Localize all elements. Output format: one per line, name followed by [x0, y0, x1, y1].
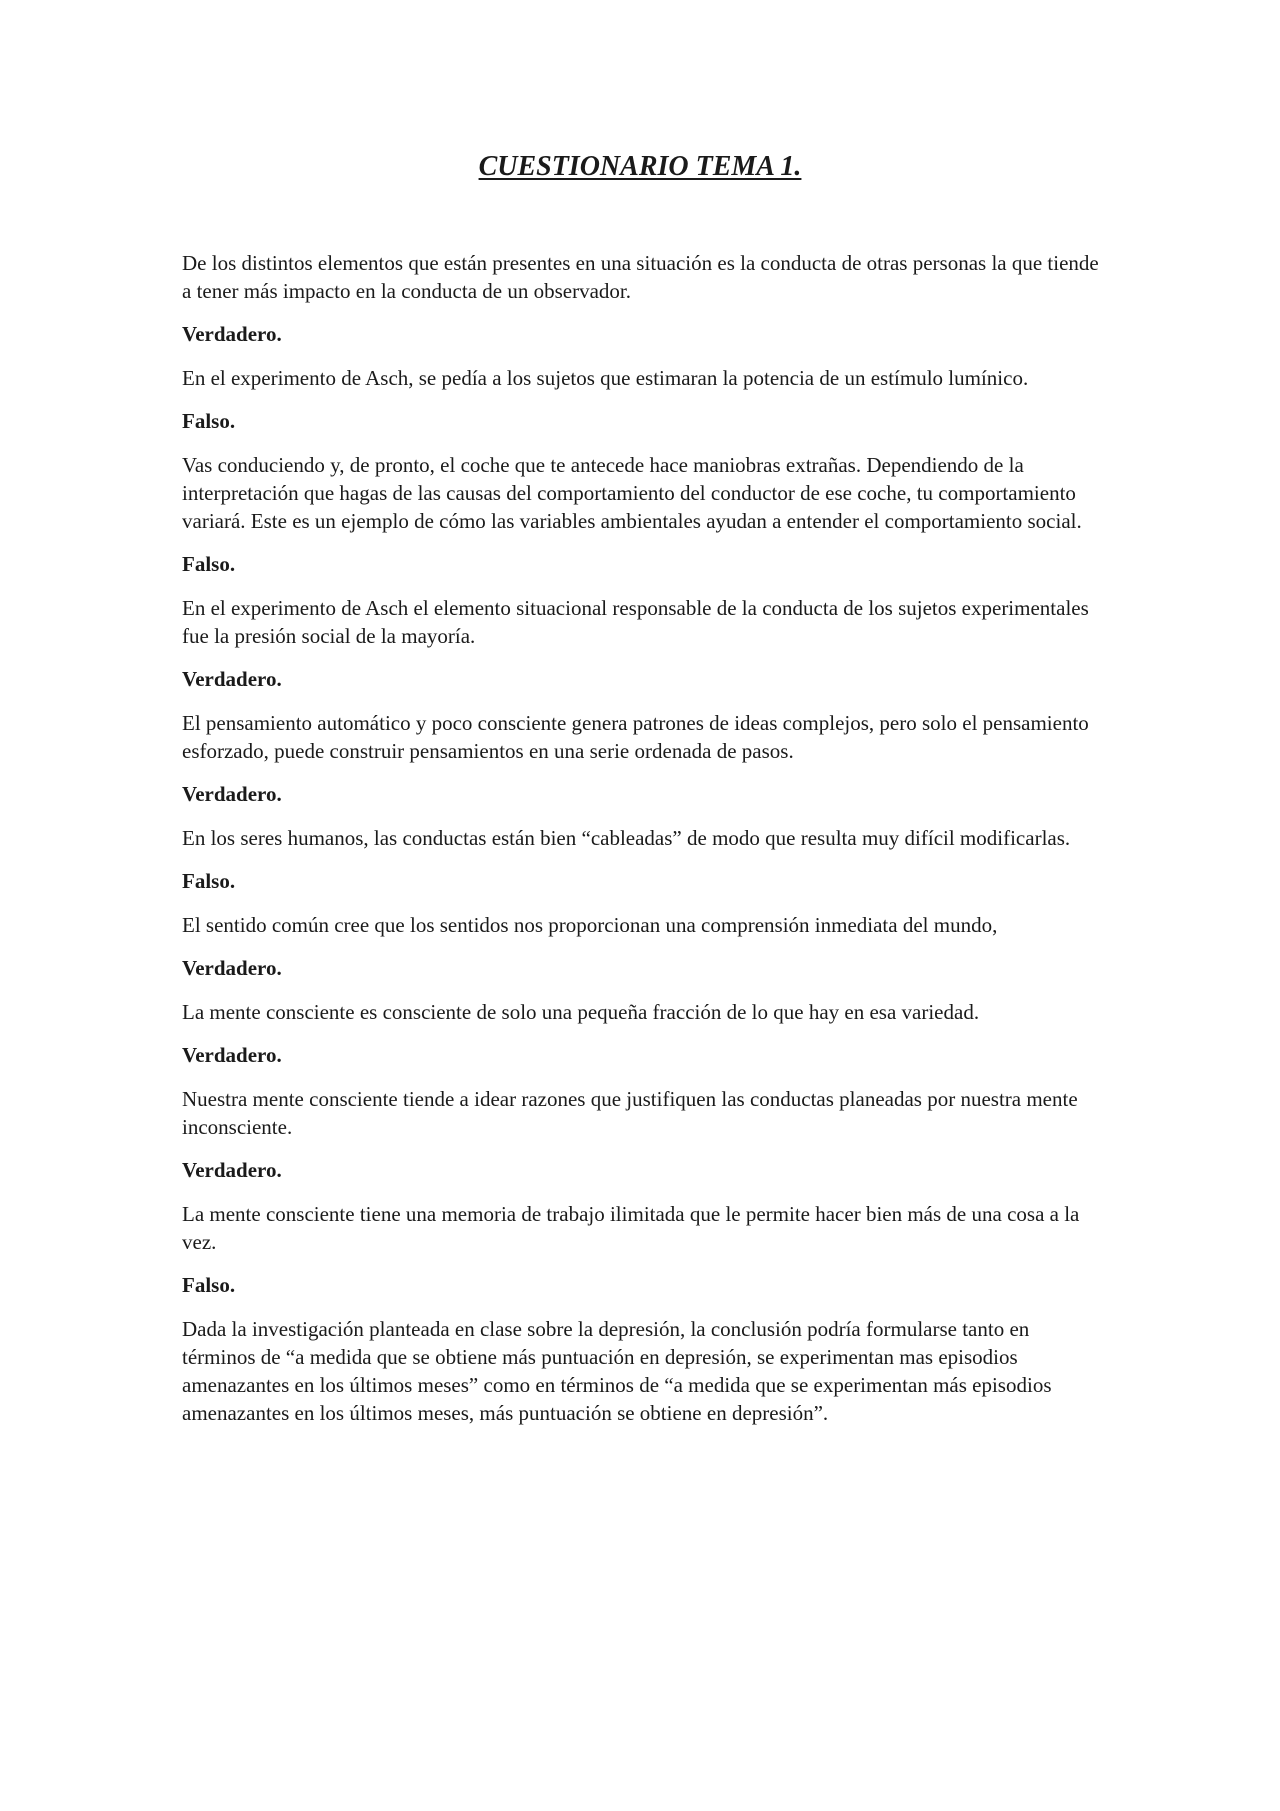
- question-text: En el experimento de Asch, se pedía a los sujetos que estimaran la potencia de un estímulo lumínico.: [182, 366, 1029, 390]
- qa-item-4: [182, 594, 1102, 693]
- qa-item-6: [182, 824, 1102, 895]
- answer-text: Falso.: [182, 552, 236, 576]
- qa-item-2: [182, 364, 1102, 435]
- qa-item-1: [182, 249, 1102, 348]
- answer-text: Verdadero.: [182, 782, 282, 806]
- answer-text: Verdadero.: [182, 956, 282, 980]
- question-text: La mente consciente es consciente de solo una pequeña fracción de lo que hay en esa variedad.: [182, 1000, 980, 1024]
- question-text: En el experimento de Asch el elemento situacional responsable de la conducta de los sujetos experimentales fue la presión social de la mayoría.: [182, 596, 1089, 648]
- answer-text: Verdadero.: [182, 667, 282, 691]
- answer-text: Verdadero.: [182, 1158, 282, 1182]
- question-text: Nuestra mente consciente tiende a idear razones que justifiquen las conductas planeadas por nuestra mente inconsciente.: [182, 1087, 1078, 1139]
- qa-item-8: [182, 998, 1102, 1069]
- qa-item-10: [182, 1200, 1102, 1299]
- question-text: En los seres humanos, las conductas están bien “cableadas” de modo que resulta muy difícil modificarlas.: [182, 826, 1071, 850]
- answer-text: Falso.: [182, 409, 236, 433]
- qa-item-7: [182, 911, 1102, 982]
- page-title: CUESTIONARIO TEMA 1.: [478, 151, 802, 182]
- question-text: La mente consciente tiene una memoria de trabajo ilimitada que le permite hacer bien más de una cosa a la vez.: [182, 1202, 1080, 1254]
- question-text: Vas conduciendo y, de pronto, el coche que te antecede hace maniobras extrañas. Dependiendo de la interpretación que hagas de las causas del comportamiento del conductor de ese coche, tu comportamiento variará. Este es un ejemplo de cómo las variables ambientales ayudan a entender el comportamiento social.: [182, 453, 1082, 533]
- question-list: [182, 249, 1102, 1427]
- question-text: Dada la investigación planteada en clase sobre la depresión, la conclusión podría formularse tanto en términos de “a medida que se obtiene más puntuación en depresión, se experimentan mas episodios amenazantes en los últimos meses” como en términos de “a medida que se experimentan más episodios amenazantes en los últimos meses, más puntuación se obtiene en depresión”.: [182, 1317, 1052, 1425]
- qa-item-3: [182, 451, 1102, 578]
- qa-item-9: [182, 1085, 1102, 1184]
- question-text: De los distintos elementos que están presentes en una situación es la conducta de otras personas la que tiende a tener más impacto en la conducta de un observador.: [182, 251, 1099, 303]
- qa-item-5: [182, 709, 1102, 808]
- answer-text: Falso.: [182, 1273, 236, 1297]
- answer-text: Verdadero.: [182, 322, 282, 346]
- question-text: El pensamiento automático y poco consciente genera patrones de ideas complejos, pero solo el pensamiento esforzado, puede construir pensamientos en una serie ordenada de pasos.: [182, 711, 1089, 763]
- qa-item-11: [182, 1315, 1102, 1427]
- answer-text: Verdadero.: [182, 1043, 282, 1067]
- answer-text: Falso.: [182, 869, 236, 893]
- question-text: El sentido común cree que los sentidos nos proporcionan una comprensión inmediata del mundo,: [182, 913, 998, 937]
